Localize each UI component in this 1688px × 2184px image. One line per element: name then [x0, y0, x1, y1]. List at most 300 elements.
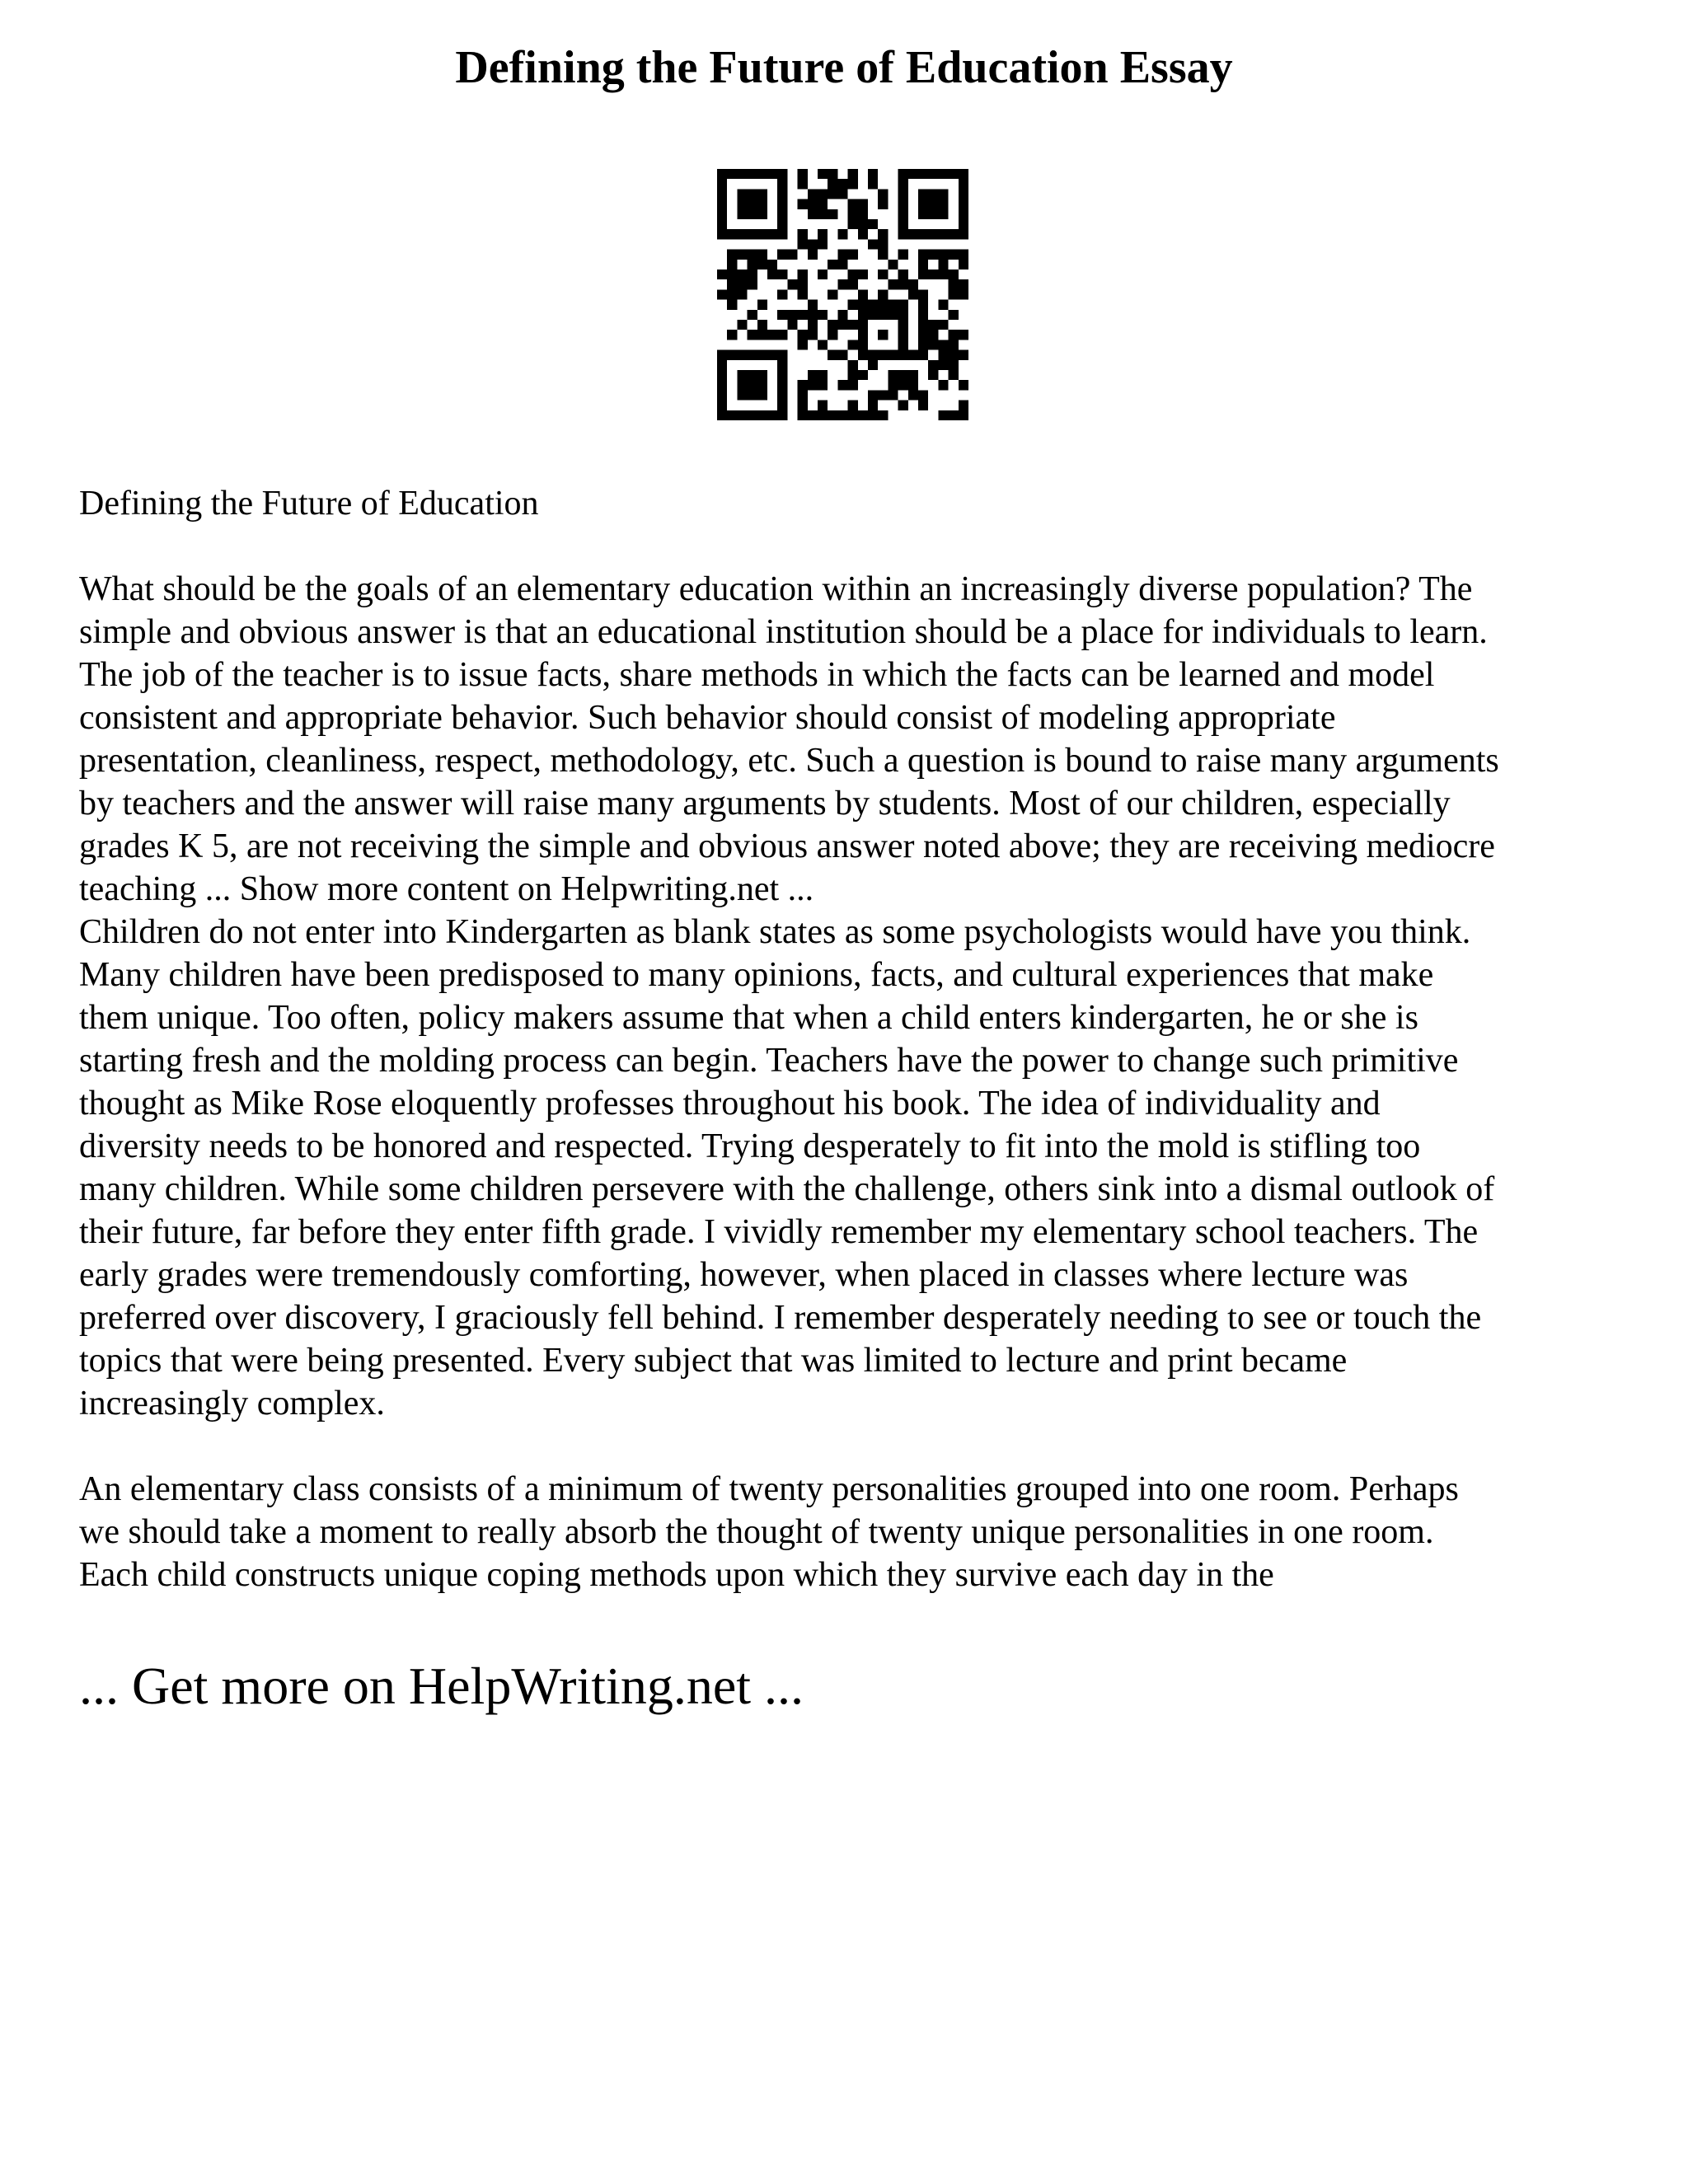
qr-module: [777, 380, 787, 390]
paragraph-line: preferred over discovery, I graciously fell behind. I remember desperately needing to see or touch the: [79, 1299, 1482, 1337]
qr-module: [848, 300, 858, 310]
qr-module: [777, 370, 787, 380]
qr-module: [848, 199, 858, 209]
qr-module: [888, 279, 898, 289]
qr-module: [918, 390, 928, 400]
qr-module: [898, 370, 908, 380]
qr-module: [959, 169, 968, 179]
qr-module: [808, 310, 818, 320]
qr-module: [757, 189, 767, 199]
qr-module: [959, 380, 968, 390]
qr-module: [798, 410, 808, 420]
qr-module: [837, 250, 847, 260]
qr-module: [938, 269, 948, 279]
qr-module: [878, 250, 888, 260]
qr-module: [868, 179, 878, 189]
qr-module: [777, 199, 787, 209]
qr-module: [848, 279, 858, 289]
qr-module: [837, 229, 847, 239]
qr-module: [808, 410, 818, 420]
qr-module: [928, 189, 938, 199]
qr-module: [818, 189, 828, 199]
qr-module: [898, 209, 908, 219]
qr-module: [949, 330, 959, 340]
qr-module: [717, 370, 727, 380]
qr-module: [898, 179, 908, 189]
qr-module: [777, 250, 787, 260]
qr-module: [837, 279, 847, 289]
qr-module: [858, 320, 868, 330]
qr-module: [928, 250, 938, 260]
qr-module: [898, 199, 908, 209]
qr-module: [777, 310, 787, 320]
qr-module: [898, 279, 908, 289]
qr-module: [757, 320, 767, 330]
qr-module: [858, 229, 868, 239]
qr-module: [837, 320, 847, 330]
qr-module: [798, 279, 808, 289]
paragraph-2: [79, 911, 1629, 1425]
qr-module: [949, 250, 959, 260]
qr-module: [777, 179, 787, 189]
qr-module: [888, 260, 898, 269]
qr-module: [918, 310, 928, 320]
qr-module: [757, 410, 767, 420]
essay-body: [79, 482, 1629, 1596]
qr-module: [898, 380, 908, 390]
qr-module: [949, 360, 959, 370]
qr-module: [959, 330, 968, 340]
qr-module: [888, 370, 898, 380]
qr-module: [798, 239, 808, 249]
qr-module: [748, 199, 757, 209]
qr-module: [837, 189, 847, 199]
qr-module: [898, 330, 908, 340]
qr-module: [818, 401, 828, 410]
paragraph-line: diversity needs to be honored and respected. Trying desperately to fit into the mold is stifling too: [79, 1127, 1421, 1165]
qr-module: [717, 380, 727, 390]
qr-module: [938, 380, 948, 390]
qr-module: [757, 330, 767, 340]
qr-module: [868, 300, 878, 310]
qr-module: [888, 390, 898, 400]
qr-module: [737, 350, 747, 360]
qr-module: [737, 199, 747, 209]
qr-module: [777, 410, 787, 420]
qr-module: [918, 401, 928, 410]
qr-module: [717, 401, 727, 410]
paragraph-line: them unique. Too often, policy makers assume that when a child enters kindergarten, he or she is: [79, 999, 1418, 1037]
qr-module: [959, 199, 968, 209]
qr-module: [798, 380, 808, 390]
qr-module: [717, 269, 727, 279]
qr-module: [737, 169, 747, 179]
qr-module: [727, 229, 737, 239]
qr-module: [798, 179, 808, 189]
qr-module: [868, 401, 878, 410]
qr-module: [858, 269, 868, 279]
qr-module: [787, 250, 797, 260]
paragraph-line: grades K 5, are not receiving the simple and obvious answer noted above; they are receiving mediocre: [79, 827, 1495, 865]
qr-module: [808, 330, 818, 340]
qr-module: [868, 390, 878, 400]
qr-module: [878, 350, 888, 360]
qr-module: [757, 300, 767, 310]
qr-module: [737, 370, 747, 380]
qr-module: [878, 310, 888, 320]
qr-module: [938, 360, 948, 370]
qr-module: [828, 189, 837, 199]
paragraph-line: teaching ... Show more content on Helpwriting.net ...: [79, 870, 814, 908]
qr-module: [858, 219, 868, 229]
qr-module: [848, 340, 858, 349]
qr-module: [828, 209, 837, 219]
qr-module: [757, 229, 767, 239]
qr-module: [787, 279, 797, 289]
qr-module: [818, 269, 828, 279]
qr-module: [748, 390, 757, 400]
qr-module: [848, 269, 858, 279]
qr-module: [908, 289, 918, 299]
qr-module: [717, 229, 727, 239]
qr-module: [727, 350, 737, 360]
qr-module: [727, 410, 737, 420]
qr-module: [928, 370, 938, 380]
qr-module: [868, 239, 878, 249]
qr-module: [938, 229, 948, 239]
qr-module: [858, 300, 868, 310]
qr-module: [777, 401, 787, 410]
qr-module: [938, 320, 948, 330]
qr-module: [928, 340, 938, 349]
qr-module: [959, 289, 968, 299]
qr-module: [787, 310, 797, 320]
qr-module: [959, 401, 968, 410]
qr-module: [908, 169, 918, 179]
qr-module: [928, 330, 938, 340]
qr-module: [848, 360, 858, 370]
qr-module: [748, 229, 757, 239]
qr-module: [717, 209, 727, 219]
qr-module: [848, 370, 858, 380]
qr-module: [918, 189, 928, 199]
qr-module: [798, 390, 808, 400]
qr-module: [717, 350, 727, 360]
qr-module: [878, 410, 888, 420]
qr-module: [898, 300, 908, 310]
qr-module: [918, 199, 928, 209]
qr-module: [837, 260, 847, 269]
paragraph-line: presentation, cleanliness, respect, methodology, etc. Such a question is bound to raise many arguments: [79, 742, 1499, 780]
qr-module: [777, 350, 787, 360]
qr-module: [828, 179, 837, 189]
qr-module: [898, 169, 908, 179]
qr-module: [818, 310, 828, 320]
qr-module: [878, 390, 888, 400]
qr-module: [777, 360, 787, 370]
qr-module: [727, 250, 737, 260]
qr-module: [908, 279, 918, 289]
qr-module: [888, 310, 898, 320]
qr-module: [949, 279, 959, 289]
qr-module: [837, 310, 847, 320]
qr-module: [737, 250, 747, 260]
qr-module: [878, 269, 888, 279]
qr-module: [858, 209, 868, 219]
qr-module: [949, 350, 959, 360]
qr-module: [837, 350, 847, 360]
qr-module: [798, 310, 808, 320]
qr-module: [767, 330, 777, 340]
qr-module: [748, 330, 757, 340]
qr-module: [938, 410, 948, 420]
qr-module: [938, 189, 948, 199]
qr-module: [727, 269, 737, 279]
paragraph-line: many children. While some children persevere with the challenge, others sink into a dismal outlook of: [79, 1170, 1495, 1208]
qr-module: [727, 260, 737, 269]
qr-module: [959, 229, 968, 239]
qr-module: [918, 229, 928, 239]
qr-module: [748, 250, 757, 260]
qr-module: [928, 229, 938, 239]
qr-module: [959, 219, 968, 229]
qr-module: [938, 209, 948, 219]
qr-module: [938, 199, 948, 209]
qr-module: [798, 340, 808, 349]
qr-module: [949, 310, 959, 320]
qr-module: [848, 169, 858, 179]
qr-module: [888, 300, 898, 310]
qr-module: [949, 269, 959, 279]
qr-module: [959, 260, 968, 269]
qr-module: [818, 199, 828, 209]
qr-module: [928, 360, 938, 370]
paragraph-line: we should take a moment to really absorb the thought of twenty unique personalities in one room.: [79, 1513, 1434, 1551]
qr-module: [748, 370, 757, 380]
qr-module: [918, 250, 928, 260]
qr-code: [717, 169, 968, 420]
qr-module: [777, 169, 787, 179]
qr-module: [777, 229, 787, 239]
qr-module: [848, 219, 858, 229]
qr-module: [737, 189, 747, 199]
qr-module: [959, 189, 968, 199]
qr-module: [757, 350, 767, 360]
qr-module: [808, 370, 818, 380]
qr-module: [748, 410, 757, 420]
qr-module: [767, 350, 777, 360]
qr-module: [727, 330, 737, 340]
qr-module: [858, 340, 868, 349]
qr-module: [949, 370, 959, 380]
qr-module: [767, 169, 777, 179]
qr-module: [928, 209, 938, 219]
qr-module: [828, 289, 837, 299]
qr-module: [928, 320, 938, 330]
qr-module: [848, 320, 858, 330]
qr-module: [757, 169, 767, 179]
qr-module: [767, 410, 777, 420]
paragraph-line: thought as Mike Rose eloquently professes throughout his book. The idea of individuality and: [79, 1085, 1381, 1122]
qr-module: [828, 169, 837, 179]
qr-module: [868, 410, 878, 420]
qr-module: [837, 410, 847, 420]
paragraph-line: The job of the teacher is to issue facts, share methods in which the facts can be learned and model: [79, 656, 1435, 694]
qr-module: [757, 380, 767, 390]
qr-module: [717, 289, 727, 299]
qr-module: [938, 350, 948, 360]
qr-module: [928, 199, 938, 209]
qr-module: [878, 229, 888, 239]
qr-module: [737, 209, 747, 219]
qr-module: [828, 350, 837, 360]
qr-module: [898, 340, 908, 349]
qr-module: [808, 320, 818, 330]
qr-module: [757, 390, 767, 400]
qr-module: [798, 289, 808, 299]
qr-module: [808, 300, 818, 310]
qr-module: [858, 199, 868, 209]
qr-module: [717, 179, 727, 189]
paragraph-line: What should be the goals of an elementary education within an increasingly diverse population? The: [79, 570, 1473, 608]
qr-module: [918, 289, 928, 299]
qr-module: [868, 169, 878, 179]
qr-module: [949, 229, 959, 239]
qr-module: [898, 401, 908, 410]
qr-module: [727, 279, 737, 289]
qr-module: [808, 189, 818, 199]
qr-module: [748, 350, 757, 360]
qr-module: [959, 209, 968, 219]
qr-module: [737, 289, 747, 299]
qr-module: [727, 289, 737, 299]
qr-module: [818, 340, 828, 349]
qr-module: [777, 390, 787, 400]
qr-module: [818, 380, 828, 390]
qr-module: [898, 229, 908, 239]
paragraph-line: increasingly complex.: [79, 1385, 385, 1422]
qr-module: [818, 209, 828, 219]
qr-module: [777, 269, 787, 279]
qr-module: [908, 229, 918, 239]
qr-module: [837, 179, 847, 189]
qr-module: [938, 260, 948, 269]
qr-module: [777, 209, 787, 219]
qr-module: [868, 310, 878, 320]
qr-module: [918, 350, 928, 360]
qr-module: [748, 310, 757, 320]
qr-module: [798, 269, 808, 279]
qr-module: [848, 179, 858, 189]
paragraph-line: consistent and appropriate behavior. Such behavior should consist of modeling appropriate: [79, 699, 1336, 737]
qr-module: [767, 260, 777, 269]
qr-module: [737, 380, 747, 390]
qr-module: [808, 209, 818, 219]
qr-module: [938, 250, 948, 260]
qr-module: [858, 350, 868, 360]
qr-module: [848, 250, 858, 260]
qr-module: [898, 250, 908, 260]
qr-module: [748, 279, 757, 289]
qr-module: [798, 229, 808, 239]
qr-module: [748, 260, 757, 269]
qr-module: [908, 380, 918, 390]
qr-module: [878, 189, 888, 199]
qr-module: [959, 350, 968, 360]
qr-module: [848, 380, 858, 390]
qr-module: [828, 320, 837, 330]
qr-module: [777, 330, 787, 340]
qr-module: [777, 289, 787, 299]
qr-module: [737, 279, 747, 289]
qr-module: [818, 169, 828, 179]
qr-module: [777, 219, 787, 229]
qr-module: [858, 310, 868, 320]
paragraph-3: [79, 1468, 1629, 1596]
qr-module: [848, 209, 858, 219]
qr-module: [757, 250, 767, 260]
qr-module: [808, 250, 818, 260]
qr-module: [918, 269, 928, 279]
qr-module: [878, 199, 888, 209]
qr-module: [878, 289, 888, 299]
qr-module: [798, 199, 808, 209]
qr-module: [757, 370, 767, 380]
qr-module: [868, 360, 878, 370]
qr-module: [748, 169, 757, 179]
qr-module: [868, 219, 878, 229]
paragraph-line: by teachers and the answer will raise many arguments by students. Most of our children, especially: [79, 785, 1451, 823]
qr-module: [898, 320, 908, 330]
qr-module: [748, 269, 757, 279]
qr-module: [808, 199, 818, 209]
qr-module: [949, 340, 959, 349]
qr-module: [918, 300, 928, 310]
qr-module: [717, 199, 727, 209]
qr-module: [818, 239, 828, 249]
qr-module: [938, 340, 948, 349]
qr-module: [828, 330, 837, 340]
qr-module: [727, 169, 737, 179]
qr-module: [808, 239, 818, 249]
qr-module: [959, 410, 968, 420]
qr-module: [918, 169, 928, 179]
qr-module: [818, 370, 828, 380]
paragraph-line: topics that were being presented. Every subject that was limited to lecture and print became: [79, 1342, 1348, 1380]
qr-module: [757, 260, 767, 269]
document-title: Defining the Future of Education Essay: [455, 42, 1233, 93]
qr-module: [737, 390, 747, 400]
qr-module: [717, 219, 727, 229]
qr-module: [928, 269, 938, 279]
qr-module: [878, 300, 888, 310]
get-more-link[interactable]: ... Get more on HelpWriting.net ...: [79, 1657, 804, 1715]
qr-module: [938, 300, 948, 310]
qr-module: [918, 320, 928, 330]
qr-module: [828, 260, 837, 269]
qr-module: [717, 360, 727, 370]
qr-module: [878, 239, 888, 249]
qr-module: [959, 279, 968, 289]
qr-module: [888, 350, 898, 360]
paragraph-line: early grades were tremendously comforting, however, when placed in classes where lecture was: [79, 1256, 1409, 1294]
qr-module: [737, 269, 747, 279]
qr-module: [928, 169, 938, 179]
paragraph-gap: [79, 525, 1629, 568]
qr-module: [959, 250, 968, 260]
paragraph-line: starting fresh and the molding process can begin. Teachers have the power to change such primitive: [79, 1042, 1459, 1080]
qr-module: [748, 209, 757, 219]
